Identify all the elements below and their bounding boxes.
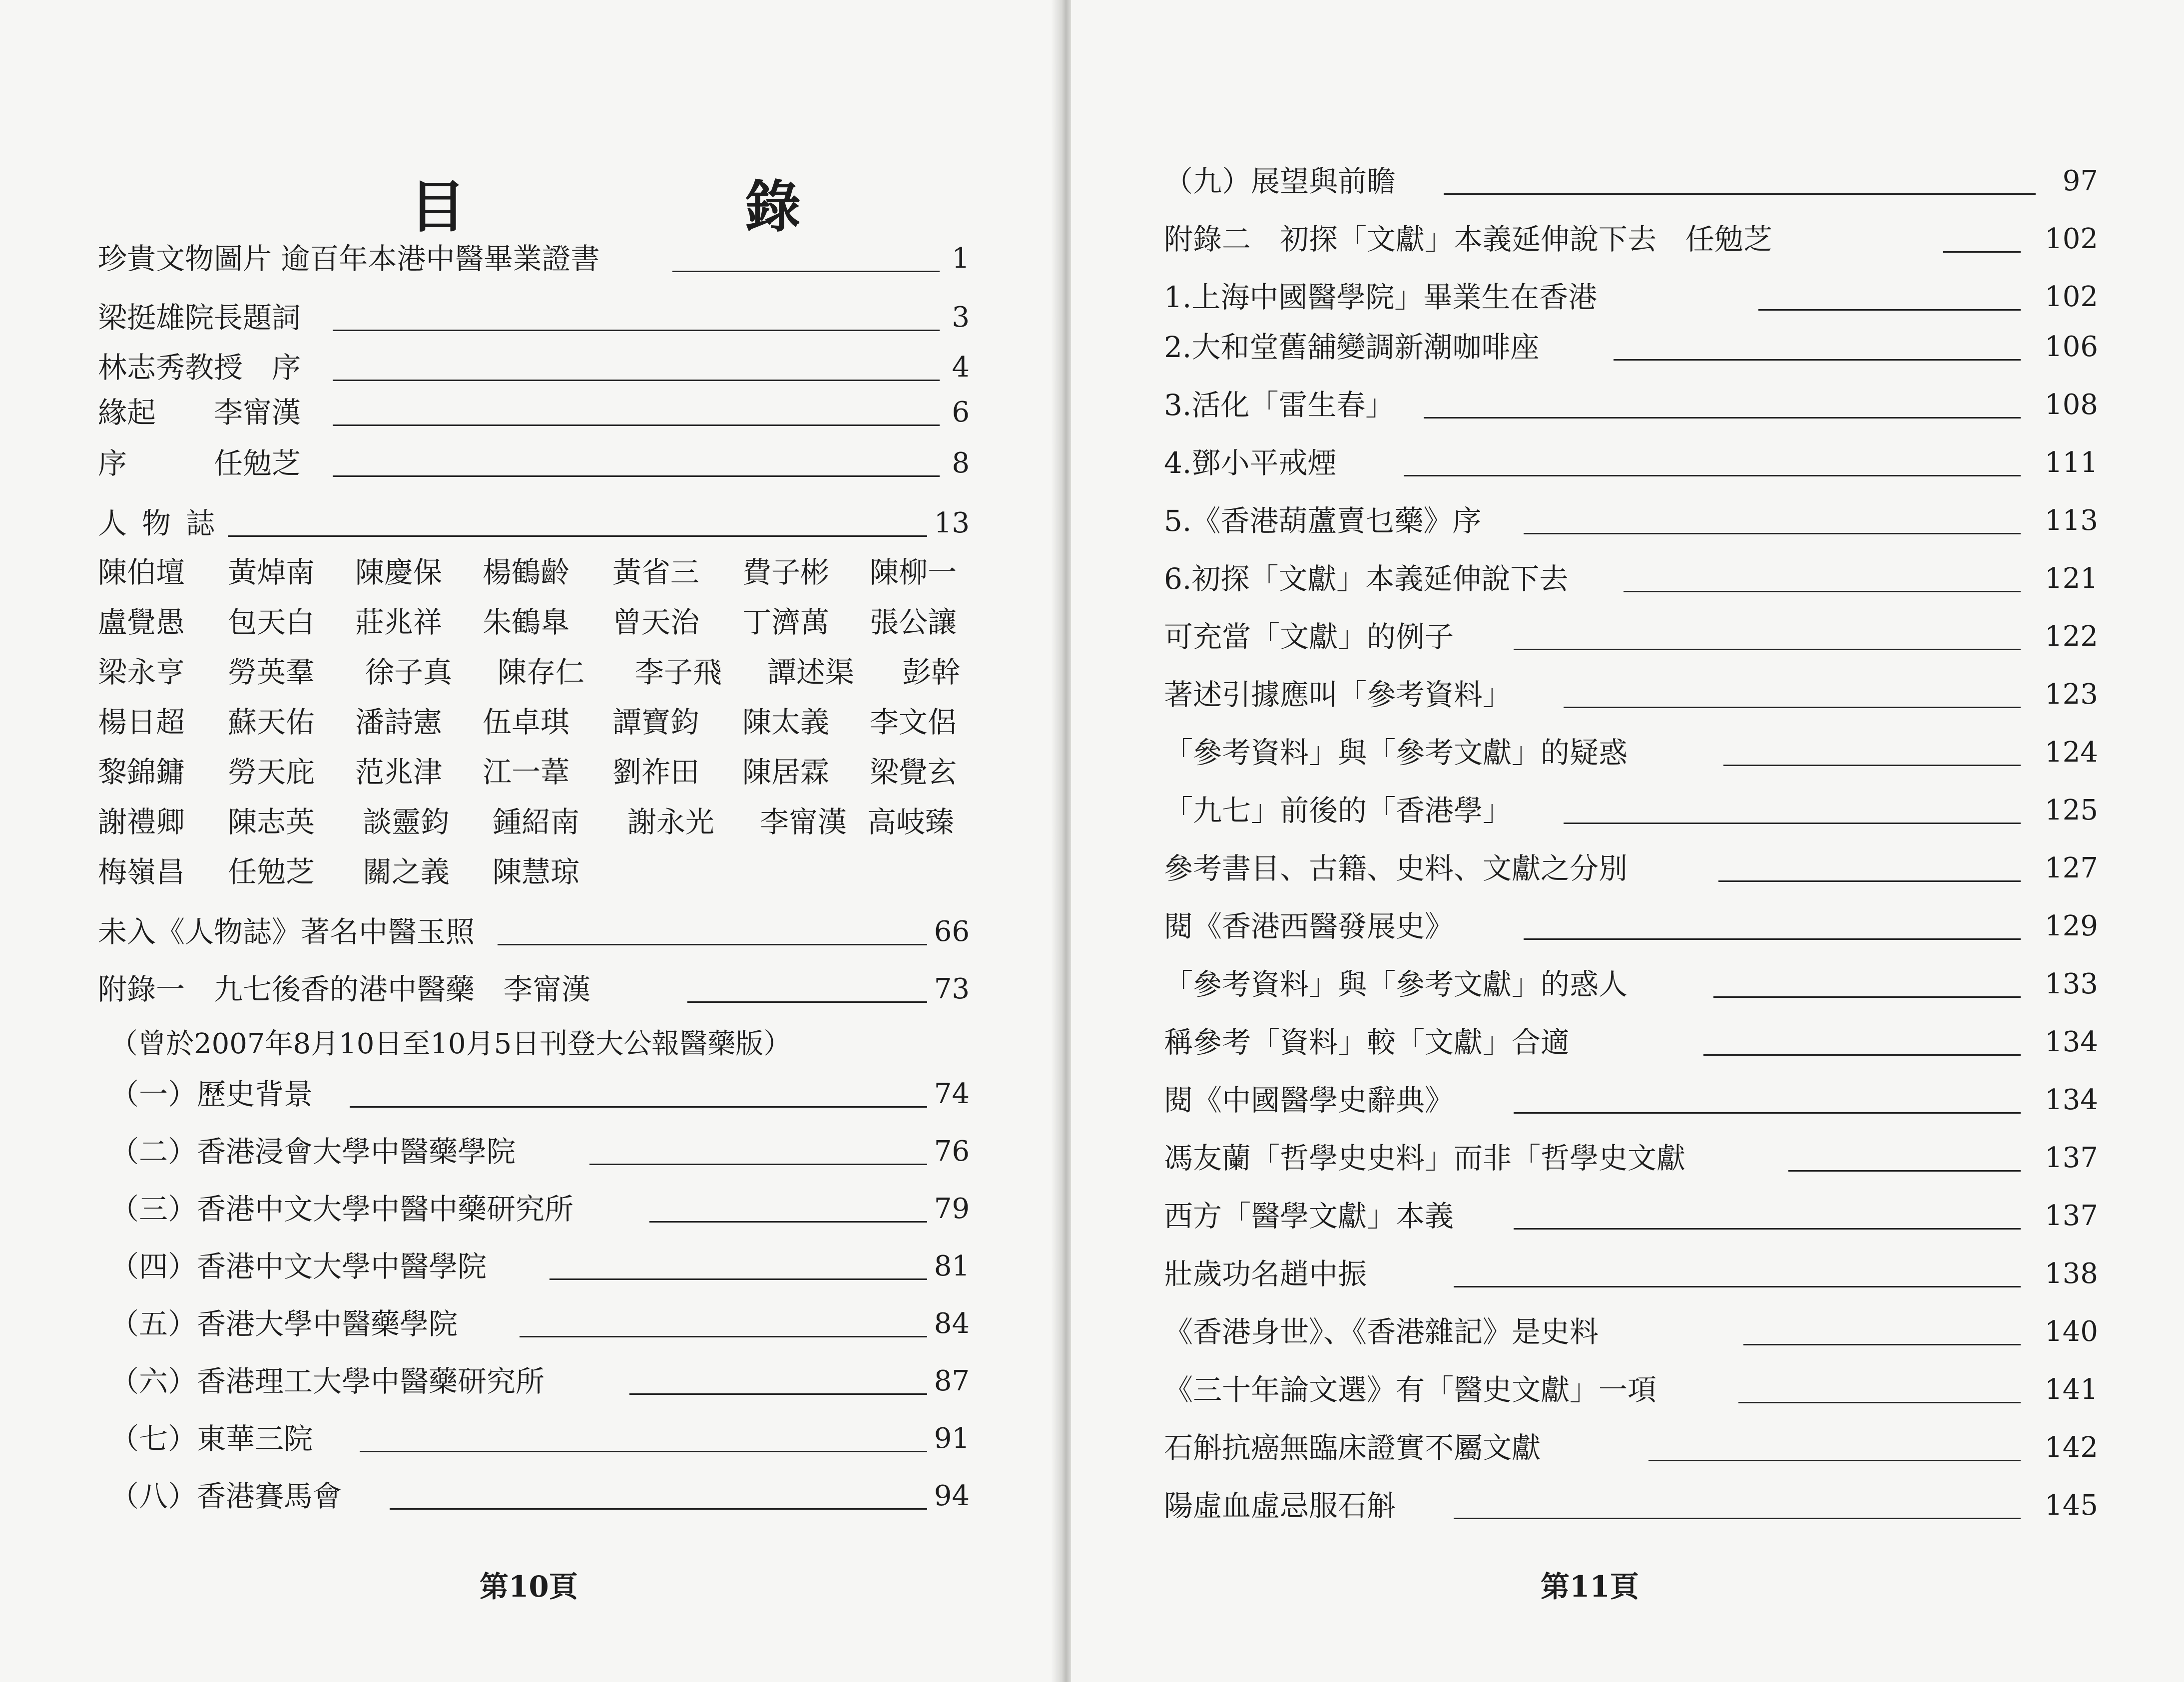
dot-leader <box>350 1106 927 1108</box>
dot-leader <box>1703 1054 2021 1056</box>
toc-entry <box>1164 275 2098 320</box>
dot-leader <box>1943 251 2021 253</box>
toc-entry-page: 4 <box>952 351 970 384</box>
toc-entry <box>110 1301 970 1346</box>
toc-entry <box>1164 904 2098 949</box>
toc-entry <box>98 967 970 1012</box>
dot-leader <box>629 1393 927 1395</box>
page-number: 第10頁 <box>480 1570 578 1604</box>
toc-entry-label: 稱參考「資料」較「文獻」合適 <box>1164 1025 1570 1059</box>
person-name: 陳太義 <box>742 705 830 739</box>
toc-entry <box>98 236 970 281</box>
toc-entry <box>1164 846 2098 891</box>
toc-entry-label: 1.上海中國醫學院」畢業生在香港 <box>1164 280 1598 314</box>
dot-leader <box>333 475 940 477</box>
toc-entry-page: 134 <box>2045 1084 2098 1116</box>
toc-entry <box>1164 556 2098 601</box>
dot-leader <box>333 424 940 426</box>
person-name: 丁濟萬 <box>742 605 830 639</box>
dot-leader <box>1614 359 2021 361</box>
toc-entry-page: 141 <box>2045 1373 2098 1406</box>
person-name: 陳伯壇 <box>98 555 185 589</box>
toc-entry-label: 6.初探「文獻」本義延伸說下去 <box>1164 562 1569 596</box>
toc-entry-page: 84 <box>934 1307 970 1340</box>
toc-entry-label: 2.大和堂舊舖變調新潮咖啡座 <box>1164 330 1540 364</box>
toc-entry-page: 81 <box>934 1250 970 1282</box>
toc-entry <box>1164 1483 2098 1528</box>
person-name: 梅嶺昌 <box>98 855 185 889</box>
toc-title: 目 錄 <box>410 174 931 240</box>
toc-entry <box>1164 788 2098 833</box>
toc-entry-label: 閱《香港西醫發展史》 <box>1164 909 1454 943</box>
page-number: 第11頁 <box>1541 1570 1639 1604</box>
toc-entry-page: 127 <box>2045 852 2098 884</box>
toc-entry-page: 97 <box>2062 165 2098 197</box>
toc-entry <box>98 390 970 435</box>
left-page <box>0 0 1061 1682</box>
toc-entry <box>110 1072 970 1117</box>
dot-leader <box>1713 996 2021 998</box>
person-name: 李文侶 <box>870 705 957 739</box>
person-name: 張公讓 <box>870 605 957 639</box>
dot-leader <box>1743 1344 2021 1345</box>
person-name: 江一葦 <box>483 755 570 789</box>
toc-entry-page: 121 <box>2045 562 2098 595</box>
toc-entry-page: 145 <box>2045 1489 2098 1522</box>
toc-entry <box>110 1244 970 1289</box>
toc-entry-label: 未入《人物誌》著名中醫玉照 <box>98 915 475 949</box>
right-page <box>1071 0 2184 1682</box>
person-name: 范兆津 <box>355 755 443 789</box>
toc-entry-label: 閱《中國醫學史辭典》 <box>1164 1083 1454 1117</box>
toc-entry <box>1164 325 2098 370</box>
dot-leader <box>1514 649 2021 650</box>
dot-leader <box>1718 880 2021 882</box>
toc-entry <box>1164 730 2098 775</box>
toc-entry-page: 137 <box>2045 1200 2098 1232</box>
person-name: 楊鶴齡 <box>483 555 570 589</box>
person-name: 潘詩憲 <box>355 705 443 739</box>
dot-leader <box>1514 1112 2021 1114</box>
person-name: 陳志英 <box>228 805 315 839</box>
toc-entry-page: 73 <box>934 973 970 1005</box>
toc-entry-page: 6 <box>952 396 970 428</box>
toc-entry-page: 79 <box>934 1193 970 1225</box>
toc-entry-label: 可充當「文獻」的例子 <box>1164 620 1454 654</box>
toc-entry-page: 8 <box>952 447 970 479</box>
person-name: 譚寶鈞 <box>612 705 700 739</box>
person-name: 陳居霖 <box>742 755 830 789</box>
toc-entry-label: 「參考資料」與「參考文獻」的疑惑 <box>1164 736 1628 770</box>
person-name: 包天白 <box>228 605 315 639</box>
person-name: 黎錦鏞 <box>98 755 185 789</box>
person-name: 蘇天佑 <box>228 705 315 739</box>
toc-entry <box>98 295 970 340</box>
dot-leader <box>1514 1228 2021 1230</box>
toc-entry-label: 5.《香港葫蘆賣乜藥》序 <box>1164 504 1482 538</box>
toc-entry-label: 著述引據應叫「參考資料」 <box>1164 678 1512 712</box>
toc-entry <box>1164 440 2098 485</box>
person-name: 費子彬 <box>742 555 830 589</box>
toc-entry-page: 102 <box>2045 223 2098 255</box>
toc-entry-page: 113 <box>2045 504 2098 537</box>
toc-entry-label: 林志秀教授 序 <box>98 351 301 385</box>
person-name: 朱鶴臯 <box>483 605 570 639</box>
person-name: 梁永亨 <box>98 655 185 689</box>
toc-entry <box>98 345 970 390</box>
toc-entry-label: 梁挺雄院長題詞 <box>98 301 301 335</box>
toc-entry-label: 附錄一 九七後香的港中醫藥 李甯漢 <box>98 972 591 1006</box>
toc-entry <box>1164 1020 2098 1065</box>
person-name: 謝禮卿 <box>98 805 185 839</box>
person-name: 任勉芝 <box>228 855 315 889</box>
dot-leader <box>360 1451 927 1452</box>
toc-entry-page: 134 <box>2045 1026 2098 1058</box>
toc-entry-label: 「參考資料」與「參考文獻」的惑人 <box>1164 967 1628 1001</box>
person-name: 李子飛 <box>635 655 722 689</box>
dot-leader <box>333 330 940 331</box>
dot-leader <box>1788 1170 2021 1172</box>
toc-entry-page: 74 <box>934 1078 970 1110</box>
person-name: 劉祚田 <box>612 755 700 789</box>
toc-entry-label: 《香港身世》、《香港雜記》是史料 <box>1164 1315 1599 1349</box>
toc-entry <box>1164 962 2098 1007</box>
dot-leader <box>549 1278 927 1280</box>
dot-leader <box>1424 417 2021 419</box>
toc-entry-label: 西方「醫學文獻」本義 <box>1164 1199 1454 1233</box>
person-name: 楊日超 <box>98 705 185 739</box>
toc-entry-label: 人物誌 <box>98 506 230 540</box>
dot-leader <box>1454 1286 2021 1287</box>
toc-entry-page: 13 <box>934 507 970 539</box>
toc-entry <box>98 441 970 486</box>
toc-entry-page: 142 <box>2045 1431 2098 1464</box>
toc-entry-label: 石斛抗癌無臨床證實不屬文獻 <box>1164 1431 1541 1465</box>
toc-entry <box>1164 383 2098 427</box>
publication-note: （曾於2007年8月10日至10月5日刊登大公報醫藥版） <box>110 1028 792 1060</box>
person-name: 徐子真 <box>365 655 453 689</box>
dot-leader <box>1564 707 2021 708</box>
dot-leader <box>333 380 940 381</box>
toc-entry <box>110 1359 970 1404</box>
toc-entry <box>1164 1309 2098 1354</box>
toc-entry-page: 66 <box>934 915 970 948</box>
person-name: 勞天庇 <box>228 755 315 789</box>
toc-entry <box>110 1474 970 1519</box>
toc-entry <box>1164 1252 2098 1296</box>
toc-entry-label: 「九七」前後的「香港學」 <box>1164 794 1512 828</box>
dot-leader <box>1524 938 2021 940</box>
person-name: 關之義 <box>363 855 450 889</box>
person-name: 彭幹 <box>902 655 961 689</box>
dot-leader <box>589 1164 927 1165</box>
toc-entry <box>98 501 970 546</box>
person-name: 曾天治 <box>612 605 700 639</box>
toc-entry-label: 《三十年論文選》有「醫史文獻」一項 <box>1164 1373 1657 1407</box>
toc-entry <box>1164 1194 2098 1239</box>
dot-leader <box>498 944 927 945</box>
dot-leader <box>390 1508 927 1510</box>
person-name: 黃焯南 <box>228 555 315 589</box>
dot-leader <box>228 535 927 537</box>
toc-entry-page: 94 <box>934 1480 970 1512</box>
toc-entry-label: 陽虛血虛忌服石斛 <box>1164 1489 1396 1523</box>
person-name: 陳慧琼 <box>493 855 580 889</box>
toc-entry <box>1164 1078 2098 1123</box>
toc-entry-label: （五）香港大學中醫藥學院 <box>110 1307 458 1341</box>
toc-entry <box>1164 1425 2098 1470</box>
person-name: 陳存仁 <box>498 655 585 689</box>
person-name: 梁覺玄 <box>870 755 957 789</box>
dot-leader <box>1624 591 2021 592</box>
dot-leader <box>1404 475 2021 476</box>
toc-entry-label: 緣起 李甯漢 <box>98 396 301 429</box>
toc-entry-page: 76 <box>934 1135 970 1168</box>
person-name: 譚述渠 <box>767 655 855 689</box>
toc-entry-label: （四）香港中文大學中醫學院 <box>110 1250 487 1283</box>
person-name: 盧覺愚 <box>98 605 185 639</box>
dot-leader <box>520 1336 927 1337</box>
toc-entry-label: （三）香港中文大學中醫中藥研究所 <box>110 1192 574 1226</box>
toc-entry-page: 133 <box>2045 968 2098 1000</box>
toc-entry <box>1164 614 2098 659</box>
toc-entry-page: 123 <box>2045 678 2098 711</box>
dot-leader <box>1723 765 2021 766</box>
person-name: 勞英羣 <box>228 655 315 689</box>
toc-entry <box>98 909 970 954</box>
person-name: 陳柳一 <box>870 555 957 589</box>
toc-entry-label: （九）展望與前瞻 <box>1164 164 1396 198</box>
dot-leader <box>649 1221 927 1223</box>
dot-leader <box>1648 1460 2021 1461</box>
person-name: 高岐臻 <box>867 805 955 839</box>
toc-entry-page: 137 <box>2045 1142 2098 1174</box>
toc-entry-label: 序 任勉芝 <box>98 446 301 480</box>
toc-entry-label: 參考書目、古籍、史料、文獻之分別 <box>1164 851 1628 885</box>
toc-entry-label: 3.活化「雷生春」 <box>1164 388 1395 422</box>
dot-leader <box>672 271 940 272</box>
toc-entry-page: 138 <box>2045 1258 2098 1290</box>
toc-entry-page: 1 <box>952 242 970 275</box>
person-name: 陳慶保 <box>355 555 443 589</box>
toc-entry-label: 馮友蘭「哲學史史料」而非「哲學史文獻 <box>1164 1141 1686 1175</box>
toc-entry <box>1164 217 2098 262</box>
toc-entry <box>110 1129 970 1174</box>
toc-entry-label: 珍貴文物圖片 逾百年本港中醫畢業證書 <box>98 242 600 276</box>
toc-entry-label: （二）香港浸會大學中醫藥學院 <box>110 1135 516 1169</box>
toc-entry-page: 124 <box>2045 736 2098 769</box>
toc-entry <box>1164 159 2098 204</box>
person-name: 談靈鈞 <box>363 805 450 839</box>
dot-leader <box>1564 823 2021 824</box>
toc-entry-page: 125 <box>2045 794 2098 827</box>
toc-entry-label: （七）東華三院 <box>110 1422 313 1456</box>
toc-entry <box>110 1416 970 1461</box>
person-name: 李甯漢 <box>760 805 847 839</box>
toc-entry-label: （八）香港賽馬會 <box>110 1479 342 1513</box>
toc-entry <box>1164 498 2098 543</box>
toc-entry-page: 91 <box>934 1422 970 1455</box>
person-name: 伍卓琪 <box>483 705 570 739</box>
toc-entry-page: 106 <box>2045 331 2098 363</box>
dot-leader <box>1444 193 2036 195</box>
toc-entry-page: 3 <box>952 301 970 334</box>
toc-entry <box>1164 672 2098 717</box>
toc-entry-label: 壯歲功名趙中振 <box>1164 1257 1367 1291</box>
toc-entry-label: 4.鄧小平戒煙 <box>1164 446 1337 480</box>
person-name: 黃省三 <box>612 555 700 589</box>
toc-entry-label: 附錄二 初探「文獻」本義延伸說下去 任勉芝 <box>1164 222 1773 256</box>
toc-entry-page: 122 <box>2045 620 2098 653</box>
person-name: 謝永光 <box>627 805 715 839</box>
toc-entry-page: 129 <box>2045 910 2098 942</box>
dot-leader <box>1738 1402 2021 1403</box>
toc-entry-page: 108 <box>2045 389 2098 421</box>
dot-leader <box>687 1001 927 1003</box>
toc-entry-page: 102 <box>2045 281 2098 313</box>
toc-entry-page: 87 <box>934 1365 970 1397</box>
toc-entry <box>1164 1136 2098 1181</box>
dot-leader <box>1524 533 2021 534</box>
person-name: 鍾紹南 <box>493 805 580 839</box>
toc-entry-label: （六）香港理工大學中醫藥研究所 <box>110 1364 545 1398</box>
toc-entry-page: 111 <box>2045 446 2098 479</box>
dot-leader <box>1454 1518 2021 1519</box>
toc-entry <box>110 1187 970 1232</box>
toc-entry-label: （一）歷史背景 <box>110 1077 313 1111</box>
toc-entry-page: 140 <box>2045 1315 2098 1348</box>
toc-entry <box>1164 1367 2098 1412</box>
person-name: 莊兆祥 <box>355 605 443 639</box>
dot-leader <box>1758 309 2021 311</box>
